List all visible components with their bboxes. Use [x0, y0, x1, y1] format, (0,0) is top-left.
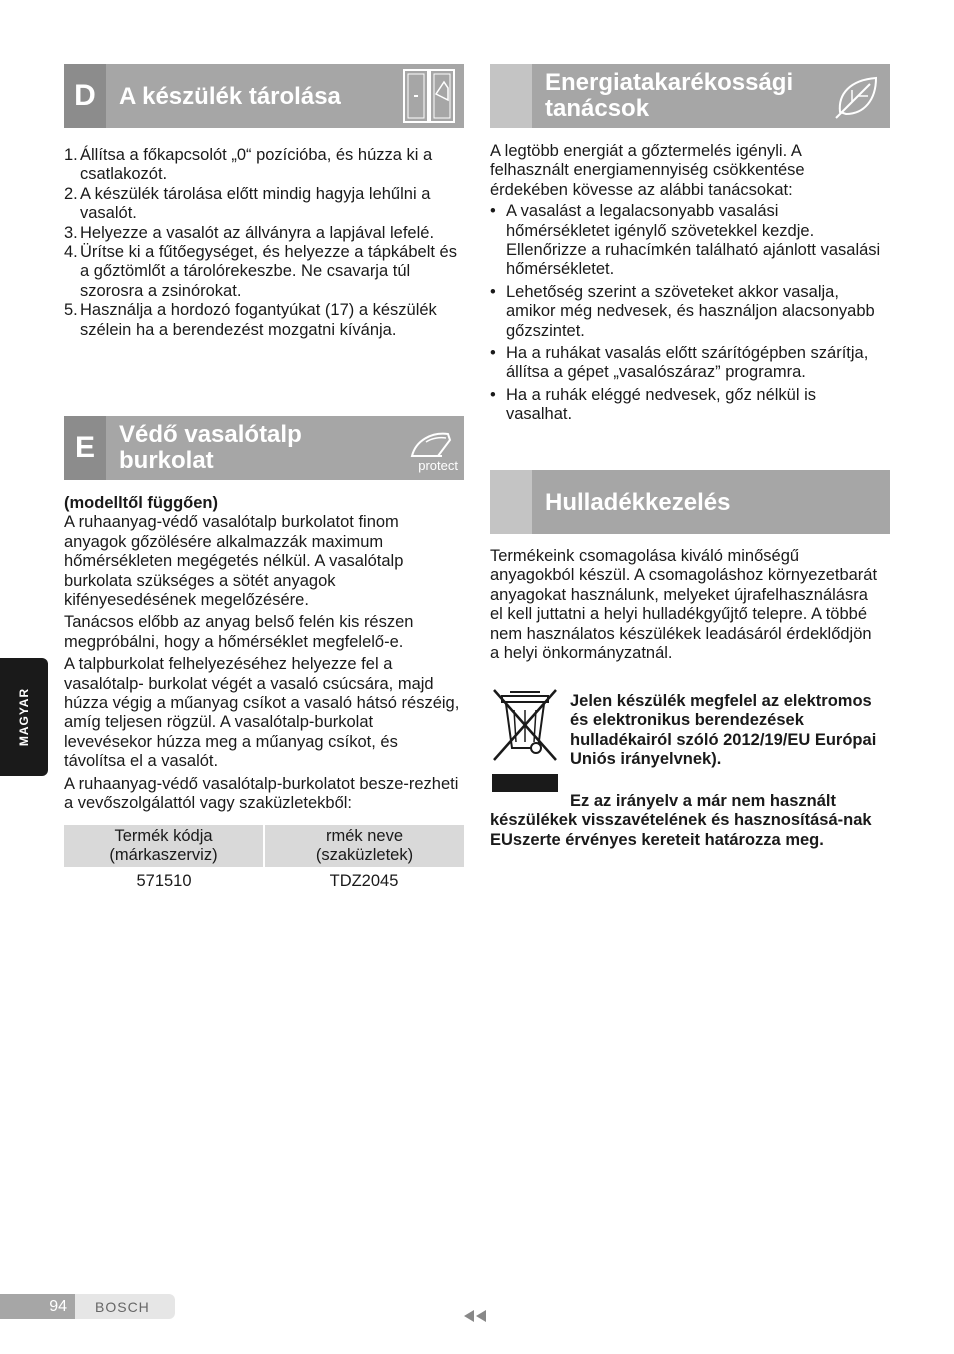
section-d-header [64, 64, 464, 128]
section-e-paragraph: A talpburkolat felhelyezéséhez helyezze fel a vasalótalp- burkolat végét a vasaló csúcsára, majd húzza végig a műanyag csíkot a vasaló hátsó részéig, amíg teljesen rögzül. A vasalótalp-burkolat levevésekor húzza meg a műanyag csíkot, és távolítsa el a vasalót. [64, 655, 460, 771]
iron-protect-icon [402, 418, 460, 483]
section-e-body [64, 494, 462, 814]
table-cell: TDZ2045 [329, 872, 399, 890]
protect-label: protect [418, 458, 458, 473]
crossed-bin-icon [490, 686, 560, 794]
step-item: 2. A készülék tárolása előtt mindig hagyja lehűlni a vasalót. [64, 184, 431, 223]
section-e-header [64, 416, 464, 480]
waste-directive: Jelen készülék megfelel az elektromos és elektronikus berendezések hulladékairól szóló 2012/19/EU Európai Uniós irányelvnek). [570, 692, 877, 769]
energy-tips [490, 202, 882, 424]
list-item: • Ha a ruhák eléggé nedvesek, gőz nélkül is vasalhat. [490, 385, 817, 424]
brand-label: BOSCH [75, 1294, 175, 1319]
section-e-letter: E [64, 416, 106, 480]
step-item: 4. Ürítse ki a fűtőegységet, és helyezze a tápkábelt és a gőztömlőt a tárolórekeszbe. Ne csavarja túl szorosra a zsinórokat. [64, 243, 457, 300]
energy-header [490, 64, 890, 128]
cabinet-icon [400, 66, 458, 131]
table-cell: 571510 [136, 872, 192, 890]
waste-header [490, 470, 890, 534]
section-d-letter: D [64, 64, 106, 128]
energy-title: Energiatakarékossági tanácsok [545, 69, 794, 122]
step-item: 5. Használja a hordozó fogantyúkat (17) a készülék szélein ha a berendezést mozgatni kívánja. [64, 301, 437, 339]
page-number: 94 [0, 1294, 75, 1319]
section-e-paragraph: A ruhaanyag-védő vasalótalp-burkolatot besze-rezheti a vevőszolgálattól vagy szaküzletekből: [64, 774, 459, 813]
section-d-steps [64, 146, 460, 340]
step-item: 1. Állítsa a főkapcsolót „0“ pozícióba, és húzza ki a csatlakozót. [64, 146, 433, 184]
product-table [64, 825, 464, 896]
section-e-subtitle: (modelltől függően) [64, 494, 218, 512]
language-side-tab: MAGYAR [0, 658, 48, 776]
table-header: rmék neve (szaküzletek) [264, 825, 464, 867]
section-e-title: Védő vasalótalp burkolat [119, 421, 302, 474]
energy-body [490, 142, 882, 425]
table-header-row [64, 825, 464, 867]
list-item: • A vasalást a legalacsonyabb vasalási hőmérsékletet igénylő szövetekkel kezdje. Ellenőrizze a ruhacímkén található ajánlott vasalási hőmérsékletet. [490, 202, 881, 279]
section-e-paragraph: A ruhaanyag-védő vasalótalp burkolatot finom anyagok gőzölésére alkalmazzák maximum hőmérsékleten megégetés nélkül. A vasalótalp burkolata szükséges a sötét anyagok kifényesedésének megelőzésére. [64, 513, 404, 610]
step-item: 3. Helyezze a vasalót az állványra a lapjával lefelé. [64, 223, 435, 242]
section-d-title: A készülék tárolása [119, 83, 341, 110]
table-header: Termék kódja (márkaszerviz) [64, 825, 264, 867]
leaf-icon [830, 68, 886, 129]
energy-header-marker [490, 64, 532, 128]
energy-intro: A legtöbb energiát a gőztermelés igényli. A felhasznált energiamennyiség csökkentése érdekében kövesse az alábbi tanácsokat: [490, 142, 805, 199]
list-item: • Ha a ruhákat vasalás előtt szárítógépben szárítja, állítsa a gépet „vasalószáraz” programra. [490, 344, 869, 382]
rewind-icon[interactable] [462, 1308, 490, 1324]
waste-directive-scope: Ez az irányelv a már nem használt készülékek visszavételének és hasznosításá-nak EUszerte érvényes kereteit határozza meg. [490, 792, 872, 849]
waste-title: Hulladékkezelés [545, 489, 731, 516]
waste-header-marker [490, 470, 532, 534]
section-e-paragraph: Tanácsos előbb az anyag belső felén kis részen megpróbálni, hogy a hőmérséklet megfelelő-e. [64, 613, 414, 651]
waste-intro: Termékeink csomagolása kiváló minőségű anyagokból készül. A csomagoláshoz környezetbarát anyagokat használunk, melyeket újrafelhasználásra el kell juttatni a helyi hulladékgyűjtő telepre. A többé nem használatos készülékek leadásáról érdeklődjön a helyi önkormányzatnál. [490, 547, 878, 663]
table-row [64, 867, 464, 896]
list-item: • Lehetőség szerint a szöveteket akkor vasalja, amikor még nedvesek, és használjon alacsonyabb gőzszintet. [490, 282, 875, 340]
